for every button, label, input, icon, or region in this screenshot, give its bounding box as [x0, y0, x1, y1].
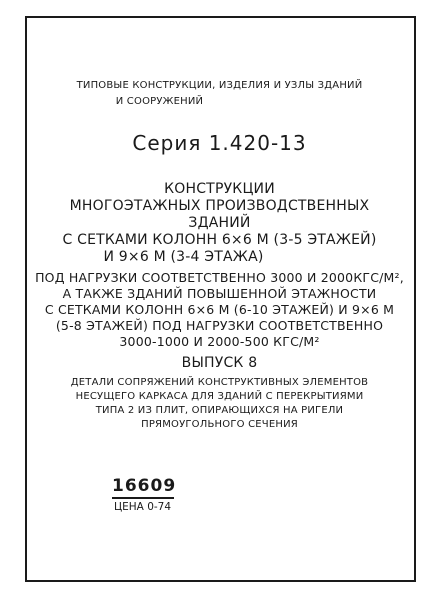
code-underline: [112, 497, 174, 499]
description-line-2: А ТАКЖЕ ЗДАНИЙ ПОВЫШЕННОЙ ЭТАЖНОСТИ: [62, 286, 377, 301]
title-line-2: МНОГОЭТАЖНЫХ ПРОИЗВОДСТВЕННЫХ: [69, 198, 370, 214]
description-line-5: 3000-1000 И 2000-500 КГС/М²: [119, 334, 320, 349]
document-code: 16609: [112, 476, 177, 496]
header-line-2: И СООРУЖЕНИЙ: [115, 96, 204, 107]
issue-description-line-1: ДЕТАЛИ СОПРЯЖЕНИЙ КОНСТРУКТИВНЫХ ЭЛЕМЕНТОВ: [70, 377, 369, 388]
description-line-1: ПОД НАГРУЗКИ СООТВЕТСТВЕННО 3000 И 2000КГС/М²,: [35, 270, 404, 285]
title-line-3: ЗДАНИЙ: [188, 215, 251, 231]
issue-description-line-2: НЕСУЩЕГО КАРКАСА ДЛЯ ЗДАНИЙ С ПЕРЕКРЫТИЯМИ: [75, 391, 364, 402]
issue-description-line-3: ТИПА 2 ИЗ ПЛИТ, ОПИРАЮЩИХСЯ НА РИГЕЛИ: [95, 405, 344, 416]
price-label: ЦЕНА 0-74: [114, 501, 172, 513]
description-line-4: (5-8 ЭТАЖЕЙ) ПОД НАГРУЗКИ СООТВЕТСТВЕННО: [55, 318, 384, 333]
description-line-3: С СЕТКАМИ КОЛОНН 6×6 М (6-10 ЭТАЖЕЙ) И 9×6 М: [44, 302, 395, 317]
title-line-4: С СЕТКАМИ КОЛОНН 6×6 М (3-5 ЭТАЖЕЙ): [62, 232, 377, 248]
title-line-1: КОНСТРУКЦИИ: [164, 181, 275, 197]
series-title: Серия 1.420-13: [132, 131, 307, 155]
issue-title: ВЫПУСК 8: [181, 355, 258, 371]
issue-description-line-4: ПРЯМОУГОЛЬНОГО СЕЧЕНИЯ: [141, 419, 298, 430]
title-line-5: И 9×6 М (3-4 ЭТАЖА): [103, 249, 264, 265]
header-line-1: ТИПОВЫЕ КОНСТРУКЦИИ, ИЗДЕЛИЯ И УЗЛЫ ЗДАНИЙ: [76, 80, 363, 91]
